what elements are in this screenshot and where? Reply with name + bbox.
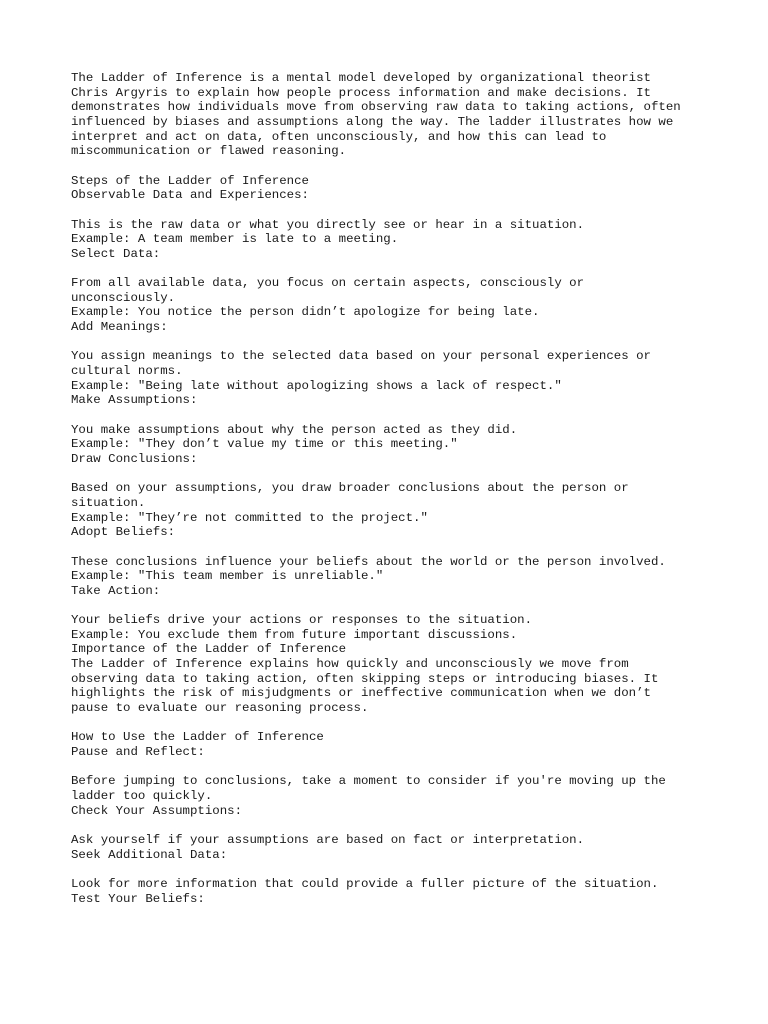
blank-line <box>71 599 711 614</box>
example-line: Example: You notice the person didn’t apologize for being late. <box>71 305 540 320</box>
text-line: You make assumptions about why the person acted as they did. <box>71 422 518 437</box>
text-line: influenced by biases and assumptions along the way. The ladder illustrates how we <box>71 114 674 129</box>
text-line: Based on your assumptions, you draw broader conclusions about the person or <box>71 481 629 496</box>
blank-line <box>71 540 711 555</box>
example-line: Example: "They’re not committed to the project." <box>71 510 428 525</box>
step-heading: Select Data: <box>71 246 161 261</box>
text-line: Ask yourself if your assumptions are based on fact or interpretation. <box>71 832 585 847</box>
text-line: unconsciously. <box>71 290 176 305</box>
text-line: ladder too quickly. <box>71 789 213 803</box>
text-line: From all available data, you focus on certain aspects, consciously or <box>71 276 585 291</box>
text-line: Your beliefs drive your actions or responses to the situation. <box>71 613 533 628</box>
text-line: This is the raw data or what you directly see or hear in a situation. <box>71 217 585 232</box>
section-heading: How to Use the Ladder of Inference <box>71 730 324 745</box>
step-heading: Make Assumptions: <box>71 393 198 408</box>
step-heading: Take Action: <box>71 583 161 598</box>
blank-line <box>71 467 711 482</box>
step-heading: Adopt Beliefs: <box>71 525 176 540</box>
blank-line <box>71 862 711 877</box>
step-heading: Seek Additional Data: <box>71 847 228 862</box>
text-line: cultural norms. <box>71 364 183 379</box>
blank-line <box>71 716 711 731</box>
text-line: pause to evaluate our reasoning process. <box>71 701 369 716</box>
example-line: Example: "This team member is unreliable." <box>71 569 384 584</box>
step-heading: Observable Data and Experiences: <box>71 188 309 203</box>
example-line: Example: "Being late without apologizing shows a lack of respect." <box>71 378 562 393</box>
text-line: miscommunication or flawed reasoning. <box>71 144 347 159</box>
example-line: Example: You exclude them from future important discussions. <box>71 627 518 642</box>
step-heading: Check Your Assumptions: <box>71 803 243 818</box>
blank-line <box>71 818 711 833</box>
text-line: Look for more information that could provide a fuller picture of the situation. <box>71 876 659 891</box>
step-heading: Pause and Reflect: <box>71 745 205 760</box>
section-heading: Steps of the Ladder of Inference <box>71 173 309 188</box>
text-line: Before jumping to conclusions, take a moment to consider if you're moving up the <box>71 774 666 789</box>
text-line: demonstrates how individuals move from observing raw data to taking actions, often <box>71 100 681 115</box>
text-line: The Ladder of Inference explains how quickly and unconsciously we move from <box>71 657 629 672</box>
text-line: You assign meanings to the selected data based on your personal experiences or <box>71 349 651 364</box>
text-line: interpret and act on data, often unconsciously, and how this can lead to <box>71 129 607 144</box>
text-line: Chris Argyris to explain how people process information and make decisions. It <box>71 85 651 100</box>
text-line: These conclusions influence your beliefs about the world or the person involved. <box>71 554 666 569</box>
step-heading: Add Meanings: <box>71 320 168 335</box>
blank-line <box>71 203 711 218</box>
step-heading: Test Your Beliefs: <box>71 891 205 906</box>
example-line: Example: A team member is late to a meeting. <box>71 232 399 247</box>
blank-line <box>71 760 711 775</box>
text-line: situation. <box>71 495 146 510</box>
example-line: Example: "They don’t value my time or this meeting." <box>71 437 458 452</box>
text-line: highlights the risk of misjudgments or ineffective communication when we don’t <box>71 686 651 701</box>
document-page <box>71 71 711 906</box>
section-heading: Importance of the Ladder of Inference <box>71 642 347 657</box>
text-line: The Ladder of Inference is a mental model developed by organizational theorist <box>71 71 651 85</box>
blank-line <box>71 335 711 350</box>
blank-line <box>71 408 711 423</box>
blank-line <box>71 159 711 174</box>
text-line: observing data to taking action, often skipping steps or introducing biases. It <box>71 671 659 686</box>
blank-line <box>71 262 711 277</box>
step-heading: Draw Conclusions: <box>71 451 198 466</box>
